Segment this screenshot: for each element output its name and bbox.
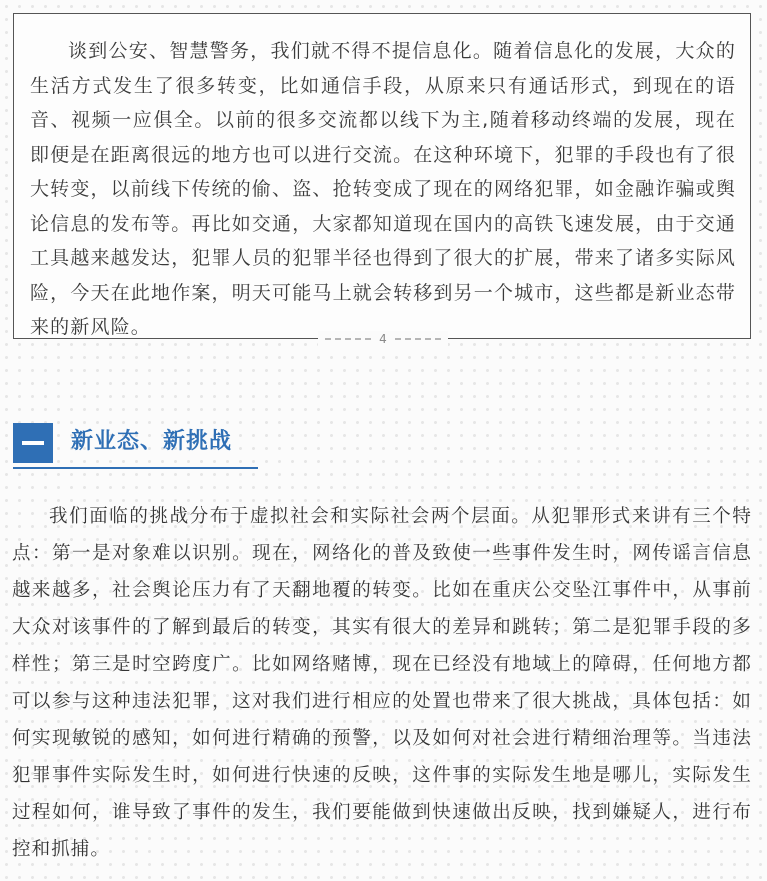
quote-box [13,13,751,339]
section-number-one-icon [22,441,44,445]
section-divider [318,331,448,347]
quote-paragraph: 谈到公安、智慧警务，我们就不得不提信息化。随着信息化的发展，大众的生活方式发生了很多转变，比如通信手段，从原来只有通话形式，到现在的语音、视频一应俱全。以前的很多交流都以线下为主,随着移动终端的发展，现在即便是在距离很远的地方也可以进行交流。在这种环境下，犯罪的手段也有了很大转变，以前线下传统的偷、盗、抢转变成了现在的网络犯罪，如金融诈骗或舆论信息的发布等。再比如交通，大家都知道现在国内的高铁飞速发展，由于交通工具越来越发达，犯罪人员的犯罪半径也得到了很大的扩展，带来了诸多实际风险，今天在此地作案，明天可能马上就会转移到另一个城市，这些都是新业态带来的新风险。 [30,40,736,338]
section-underline [13,467,258,469]
divider-dash-right [395,338,441,340]
section-heading [13,423,258,470]
body-paragraph: 我们面临的挑战分布于虚拟社会和实际社会两个层面。从犯罪形式来讲有三个特点：第一是对象难以识别。现在，网络化的普及致使一些事件发生时，网传谣言信息越来越多，社会舆论压力有了天翻地覆的转变。比如在重庆公交坠江事件中，从事前大众对该事件的了解到最后的转变，其实有很大的差异和跳转；第二是犯罪手段的多样性；第三是时空跨度广。比如网络赌博，现在已经没有地域上的障碍，任何地方都可以参与这种违法犯罪，这对我们进行相应的处置也带来了很大挑战，具体包括：如何实现敏锐的感知，如何进行精确的预警，以及如何对社会进行精细治理等。当违法犯罪事件实际发生时，如何进行快速的反映，这件事的实际发生地是哪儿，实际发生过程如何，谁导致了事件的发生，我们要能做到快速做出反映，找到嫌疑人，进行布控和抓捕。 [12,506,752,860]
section-number-badge [13,423,53,463]
section-title: 新业态、新挑战 [71,429,233,454]
divider-mark: 4 [379,332,387,346]
divider-dash-left [325,338,371,340]
